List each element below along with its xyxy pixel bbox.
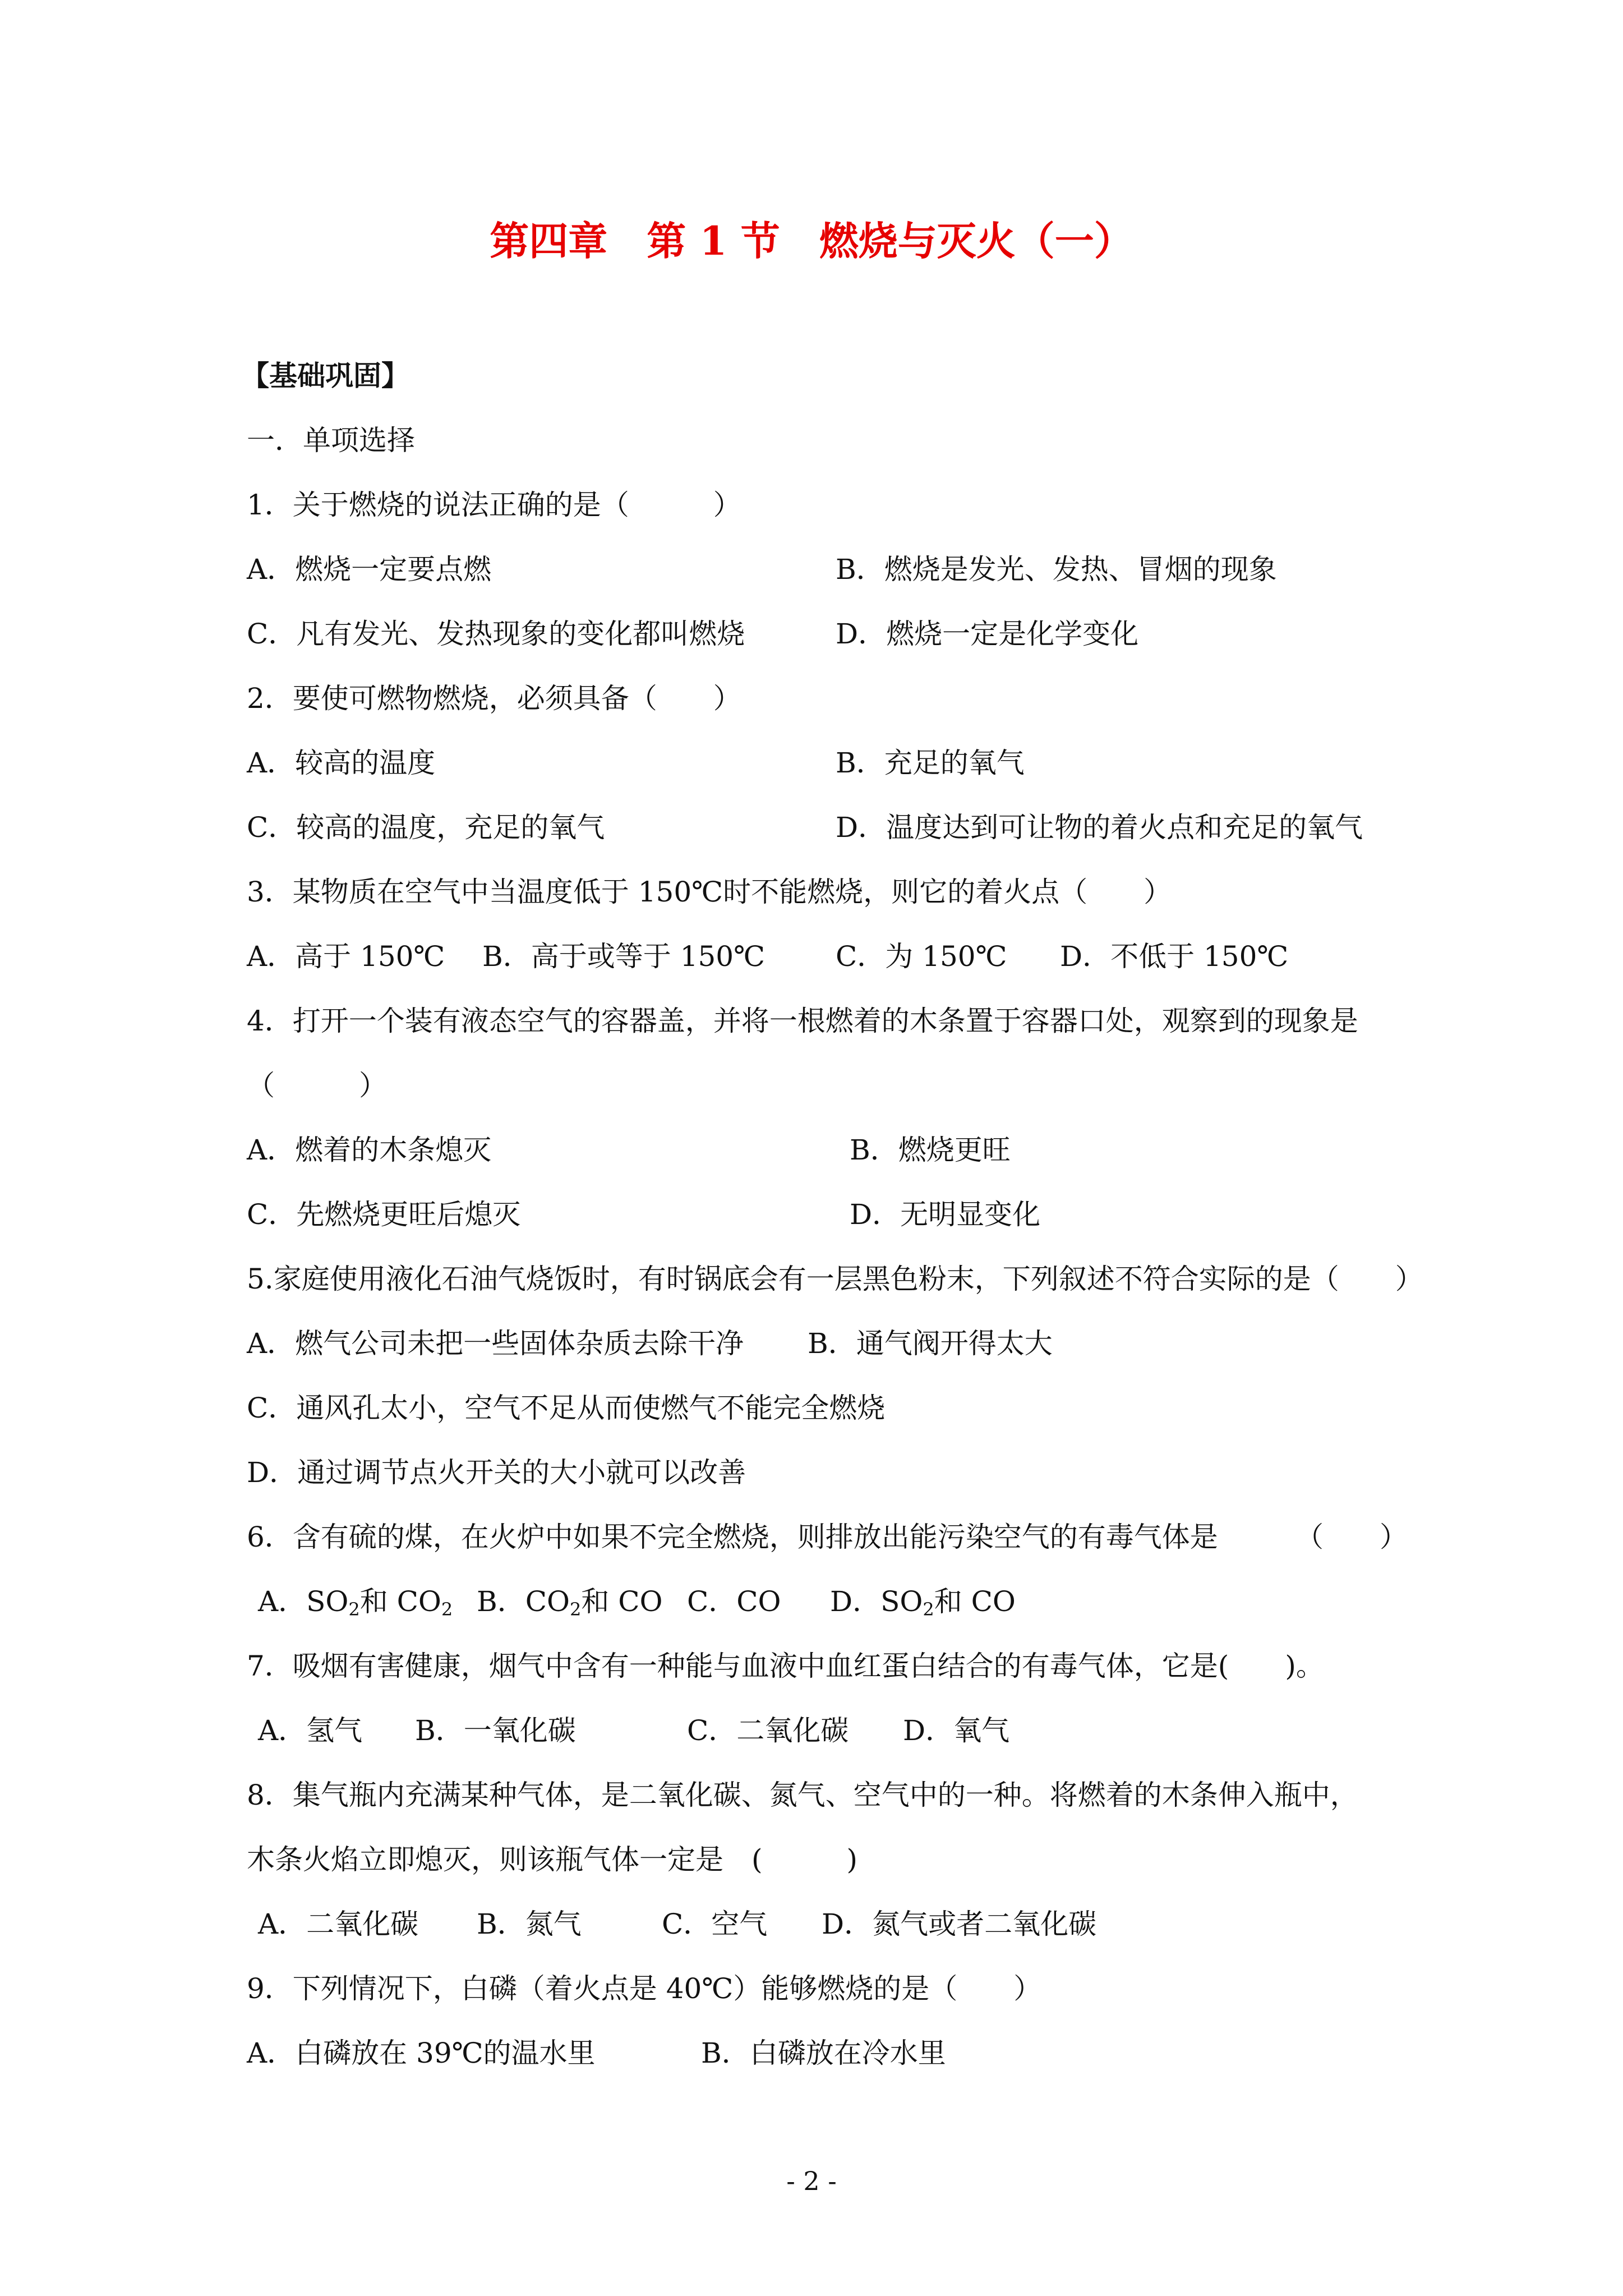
question-4-option-a: A．燃着的木条熄灭 <box>247 1134 492 1166</box>
question-3-option-a: A．高于 150℃ <box>247 940 445 973</box>
question-3-option-b: B．高于或等于 150℃ <box>482 940 766 973</box>
question-8-stem-line-2: 木条火焰立即熄灭，则该瓶气体一定是 ( ) <box>247 1843 858 1876</box>
question-6-stem: 6．含有硫的煤，在火炉中如果不完全燃烧，则排放出能污染空气的有毒气体是 <box>247 1521 1218 1553</box>
section-heading: 【基础巩固】 <box>241 359 409 392</box>
question-4-option-d: D．无明显变化 <box>850 1198 1041 1231</box>
question-6-option-b: B．$CO_2$和 CO <box>477 1585 663 1620</box>
question-8-option-b: B．氮气 <box>477 1908 582 1940</box>
question-6-option-d: D．$SO_2$和 CO <box>830 1585 1016 1620</box>
question-6-answer-paren: （ ） <box>1295 1521 1408 1553</box>
question-1-option-b: B．燃烧是发光、发热、冒烟的现象 <box>836 553 1277 586</box>
question-1-option-a: A．燃烧一定要点燃 <box>247 553 492 586</box>
question-3-stem: 3．某物质在空气中当温度低于 150℃时不能燃烧，则它的着火点（ ） <box>247 876 1172 908</box>
question-2-option-b: B．充足的氧气 <box>836 747 1025 779</box>
question-2-option-a: A．较高的温度 <box>247 747 436 779</box>
question-5-option-c: C．通风孔太小，空气不足从而使燃气不能完全燃烧 <box>247 1392 886 1424</box>
part-heading: 一．单项选择 <box>247 424 415 457</box>
question-4-stem: 4．打开一个装有液态空气的容器盖，并将一根燃着的木条置于容器口处，观察到的现象是 <box>247 1005 1358 1037</box>
question-5-option-a: A．燃气公司未把一些固体杂质去除干净 <box>247 1327 744 1360</box>
question-6-option-a: A．$SO_2$和 $CO_2$ <box>258 1585 453 1620</box>
question-2-option-d: D．温度达到可让物的着火点和充足的氧气 <box>836 811 1363 844</box>
question-7-option-c: C．二氧化碳 <box>687 1714 849 1747</box>
page-number: - 2 - <box>786 2166 837 2196</box>
question-9-stem: 9．下列情况下，白磷（着火点是 40℃）能够燃烧的是（ ） <box>247 1972 1042 2005</box>
question-7-option-d: D．氧气 <box>903 1714 1010 1747</box>
question-6-option-c: C．CO <box>687 1585 781 1618</box>
question-5-option-b: B．通气阀开得太大 <box>808 1327 1053 1360</box>
question-3-option-d: D．不低于 150℃ <box>1060 940 1289 973</box>
question-8-stem-line-1: 8．集气瓶内充满某种气体，是二氧化碳、氮气、空气中的一种。将燃着的木条伸入瓶中， <box>247 1779 1358 1811</box>
question-4-answer-paren: （ ） <box>247 1069 387 1102</box>
question-1-option-d: D．燃烧一定是化学变化 <box>836 618 1139 650</box>
question-7-stem: 7．吸烟有害健康，烟气中含有一种能与血液中血红蛋白结合的有毒气体，它是( )。 <box>247 1650 1324 1682</box>
question-3-option-c: C．为 150℃ <box>836 940 1007 973</box>
question-8-option-d: D．氮气或者二氧化碳 <box>822 1908 1097 1940</box>
question-4-option-b: B．燃烧更旺 <box>850 1134 1011 1166</box>
page-title: 第四章 第 1 节 燃烧与灭火（一） <box>490 218 1133 264</box>
question-2-option-c: C．较高的温度，充足的氧气 <box>247 811 605 844</box>
question-9-option-a: A．白磷放在 39℃的温水里 <box>247 2037 596 2069</box>
question-7-option-a: A．氢气 <box>258 1714 363 1747</box>
question-1-stem: 1．关于燃烧的说法正确的是（ ） <box>247 489 741 521</box>
question-8-option-a: A．二氧化碳 <box>258 1908 419 1940</box>
question-7-option-b: B．一氧化碳 <box>415 1714 576 1747</box>
question-1-option-c: C．凡有发光、发热现象的变化都叫燃烧 <box>247 618 745 650</box>
question-5-stem: 5.家庭使用液化石油气烧饭时，有时锅底会有一层黑色粉末，下列叙述不符合实际的是（ ） <box>247 1263 1423 1295</box>
question-2-stem: 2．要使可燃物燃烧，必须具备（ ） <box>247 682 741 715</box>
question-5-option-d: D．通过调节点火开关的大小就可以改善 <box>247 1456 746 1489</box>
question-8-option-c: C．空气 <box>662 1908 768 1940</box>
question-4-option-c: C．先燃烧更旺后熄灭 <box>247 1198 521 1231</box>
question-9-option-b: B．白磷放在冷水里 <box>701 2037 946 2069</box>
